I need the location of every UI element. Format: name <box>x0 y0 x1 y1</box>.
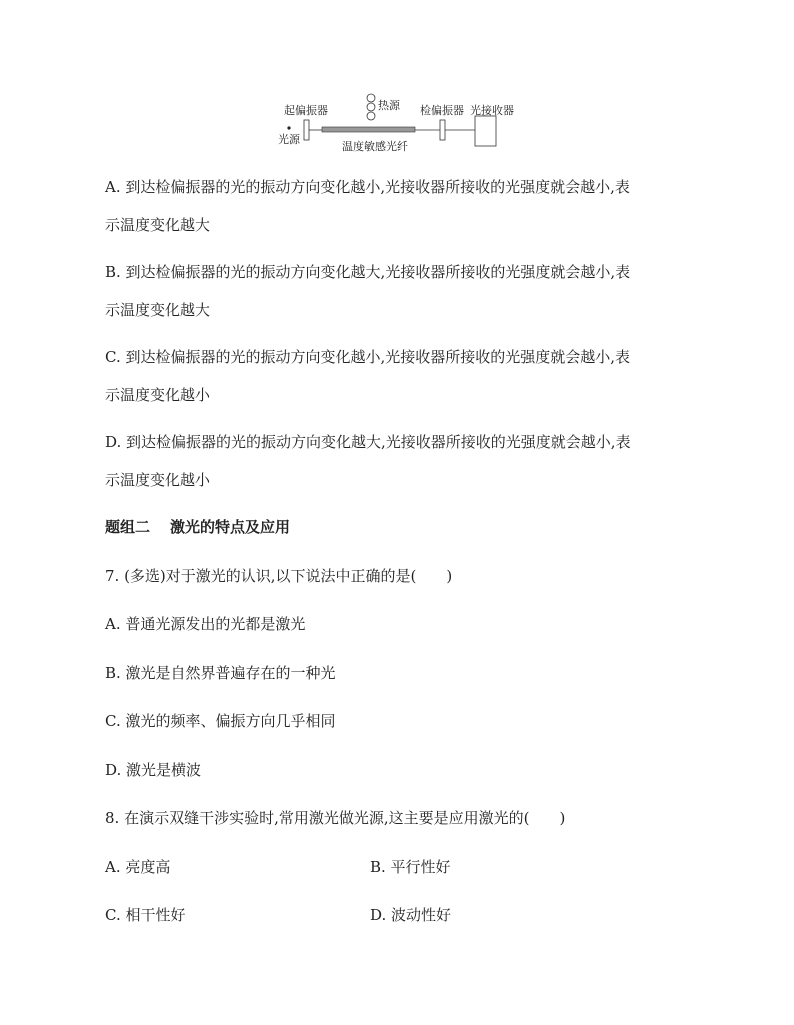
q6-option-d-line2: 示温度变化越小 <box>105 471 211 489</box>
q7-option-c: C. 激光的频率、偏振方向几乎相同 <box>105 712 336 730</box>
heat-source-label: 热源 <box>378 99 400 112</box>
section-heading <box>105 517 698 537</box>
q6-option-d-line1: D. 到达检偏振器的光的振动方向变化越大,光接收器所接收的光强度就会越小,表 <box>105 433 631 451</box>
receiver-label: 光接收器 <box>470 104 514 117</box>
polarizer-label: 起偏振器 <box>284 104 328 117</box>
polarizer-plate <box>304 120 309 140</box>
q6-option-b-line2: 示温度变化越大 <box>105 301 211 319</box>
q8-option-b: B. 平行性好 <box>370 858 451 876</box>
fiber-label: 温度敏感光纤 <box>342 140 408 153</box>
q8-options-row-2 <box>105 905 698 925</box>
q7-stem: 7. (多选)对于激光的认识,以下说法中正确的是( ) <box>105 567 453 585</box>
light-source-label: 光源 <box>278 133 300 146</box>
analyzer-plate <box>440 120 445 140</box>
q6-option-b-line1: B. 到达检偏振器的光的振动方向变化越大,光接收器所接收的光强度就会越小,表 <box>105 263 631 281</box>
q8-option-d: D. 波动性好 <box>370 906 452 924</box>
q6-option-c-line2: 示温度变化越小 <box>105 386 211 404</box>
q8-stem: 8. 在演示双缝干涉实验时,常用激光做光源,这主要是应用激光的( ) <box>105 809 566 827</box>
q6-option-a-line2: 示温度变化越大 <box>105 216 211 234</box>
q8-option-c: C. 相干性好 <box>105 906 186 924</box>
q8-options-row-1 <box>105 857 698 877</box>
light-source-dot <box>287 126 290 129</box>
q7-option-b: B. 激光是自然界普遍存在的一种光 <box>105 664 336 682</box>
fiber-bar <box>322 127 415 132</box>
q8-option-a: A. 亮度高 <box>105 858 171 876</box>
analyzer-label: 检偏振器 <box>420 104 464 117</box>
q6-option-a-line1: A. 到达检偏振器的光的振动方向变化越小,光接收器所接收的光强度就会越小,表 <box>105 178 630 196</box>
receiver-box <box>475 116 496 146</box>
section-subtitle: 激光的特点及应用 <box>170 518 291 536</box>
section-title: 题组二 <box>105 518 151 536</box>
q7-option-a: A. 普通光源发出的光都是激光 <box>105 615 306 633</box>
polarization-temperature-sensor-diagram <box>270 88 530 158</box>
q6-option-c-line1: C. 到达检偏振器的光的振动方向变化越小,光接收器所接收的光强度就会越小,表 <box>105 348 631 366</box>
q7-option-d: D. 激光是横波 <box>105 761 202 779</box>
heat-source-icon <box>367 94 375 120</box>
